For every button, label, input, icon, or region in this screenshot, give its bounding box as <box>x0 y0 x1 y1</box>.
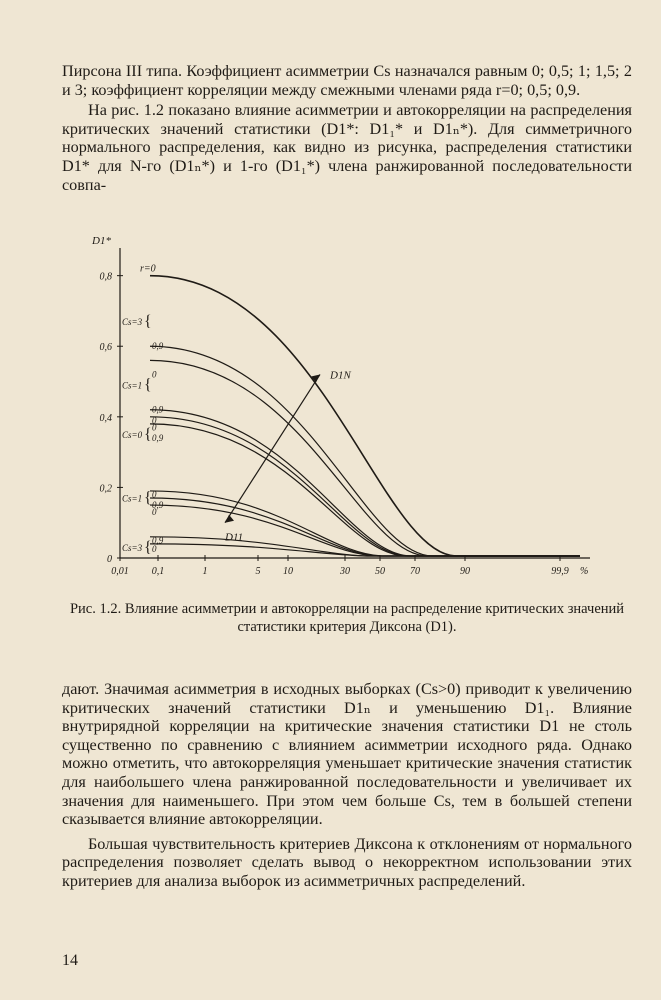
series-line <box>150 424 580 556</box>
r-value-label: 0 <box>152 544 157 555</box>
x-tick-label: 0,1 <box>151 566 165 577</box>
figure-caption: Рис. 1.2. Влияние асимметрии и автокорреляции на распределение критических значений статистики критерия Диксона (D1). <box>69 601 625 635</box>
paragraph-2: На рис. 1.2 показано влияние асимметрии и автокорреляции на распределения критических значений статистики (D1*: D1₁* и D1ₙ*). Для симметричного нормального распределения, как видно из рисунка, распределения статистики D1* для N-го (D1ₙ*) и 1-го (D1₁*) члена ранжированной последовательности совпа- <box>62 101 632 194</box>
x-tick-label: 70 <box>410 566 420 577</box>
series-line <box>150 491 580 556</box>
cs-group-label: Cs=3 <box>122 317 143 328</box>
arrow-up-label: D1N <box>330 369 351 382</box>
x-tick-label: 50 <box>375 566 385 577</box>
r-top-label: r=0 <box>140 263 156 275</box>
series-line <box>150 346 580 556</box>
group-brace: { <box>144 538 152 556</box>
r-value-label: 0 <box>152 369 157 380</box>
r-value-label: 0 <box>152 422 157 433</box>
paragraph-4: Большая чувствительность критериев Диксона к отклонениям от нормального распределения позволяет сделать вывод о некорректном использовании этих критериев для анализа выборок из асимметричных распределений. <box>62 834 632 890</box>
top-text <box>62 62 632 194</box>
cs-group-label: Cs=1 <box>122 380 143 391</box>
cs-group-label: Cs=3 <box>122 542 143 553</box>
y-tick-label: 0,8 <box>99 271 112 283</box>
arrow-head-down <box>225 515 234 523</box>
page-number: 14 <box>62 952 78 969</box>
arrow-down-label: D11 <box>225 531 244 544</box>
figure-1-2 <box>80 228 640 588</box>
y-tick-label: 0,6 <box>99 342 112 354</box>
cs-group-label: Cs=0 <box>122 430 143 440</box>
x-tick-label: 99,9 <box>551 566 569 577</box>
x-tick-label: 0,01 <box>111 566 129 577</box>
r-value-label: 0 <box>152 507 157 518</box>
y-tick-label: 0,2 <box>99 483 112 495</box>
x-tick-label: 90 <box>460 566 470 577</box>
series-line <box>150 276 580 556</box>
paragraph-1: Пирсона III типа. Коэффициент асимметрии Cs назначался равным 0; 0,5; 1; 1,5; 2 и 3; коэффициент корреляции между смежными членами ряда r=0; 0,5; 0,9. <box>62 62 632 99</box>
dixon-chart <box>80 228 640 588</box>
x-axis-unit: % <box>580 566 589 577</box>
series-line <box>150 498 580 556</box>
r-value-label: 0,9 <box>152 500 164 510</box>
group-brace: { <box>144 489 152 507</box>
r-value-label: 0 <box>152 415 157 426</box>
y-axis-label: D1* <box>92 235 111 247</box>
r-value-label: 0 <box>152 489 157 500</box>
paragraph-3: дают. Значимая асимметрия в исходных выборках (Cs>0) приводит к увеличению критических значений статистики D1ₙ и уменьшению D1₁. Влияние внутрирядной корреляции на критические значения статистики D1 не столь существенно по сравнению с влиянием асимметрии исходного ряда. Однако можно отметить, что автокорреляция уменьшает критические значения статистик для наибольшего члена ранжированной последовательности и увеличивает их значения для наименьшего. При этом чем больше Cs, тем в большей степени сказывается влияние автокорреляции. <box>62 680 632 829</box>
bottom-text <box>62 680 632 891</box>
r-value-label: 0,9 <box>152 432 164 443</box>
series-line <box>150 410 580 556</box>
r-value-label: 0,9 <box>152 404 164 415</box>
y-tick-label: 0 <box>107 554 112 565</box>
x-tick-label: 10 <box>283 566 293 577</box>
x-tick-label: 1 <box>202 566 208 577</box>
r-value-label: 0,9 <box>152 535 164 546</box>
group-brace: { <box>144 426 152 443</box>
r-value-label: 0,9 <box>152 341 164 352</box>
x-tick-label: 5 <box>255 566 261 577</box>
group-brace: { <box>144 313 152 331</box>
y-tick-label: 0,4 <box>99 412 112 424</box>
x-tick-label: 30 <box>340 566 350 577</box>
cs-group-label: Cs=1 <box>122 493 143 504</box>
group-brace: { <box>144 376 152 394</box>
